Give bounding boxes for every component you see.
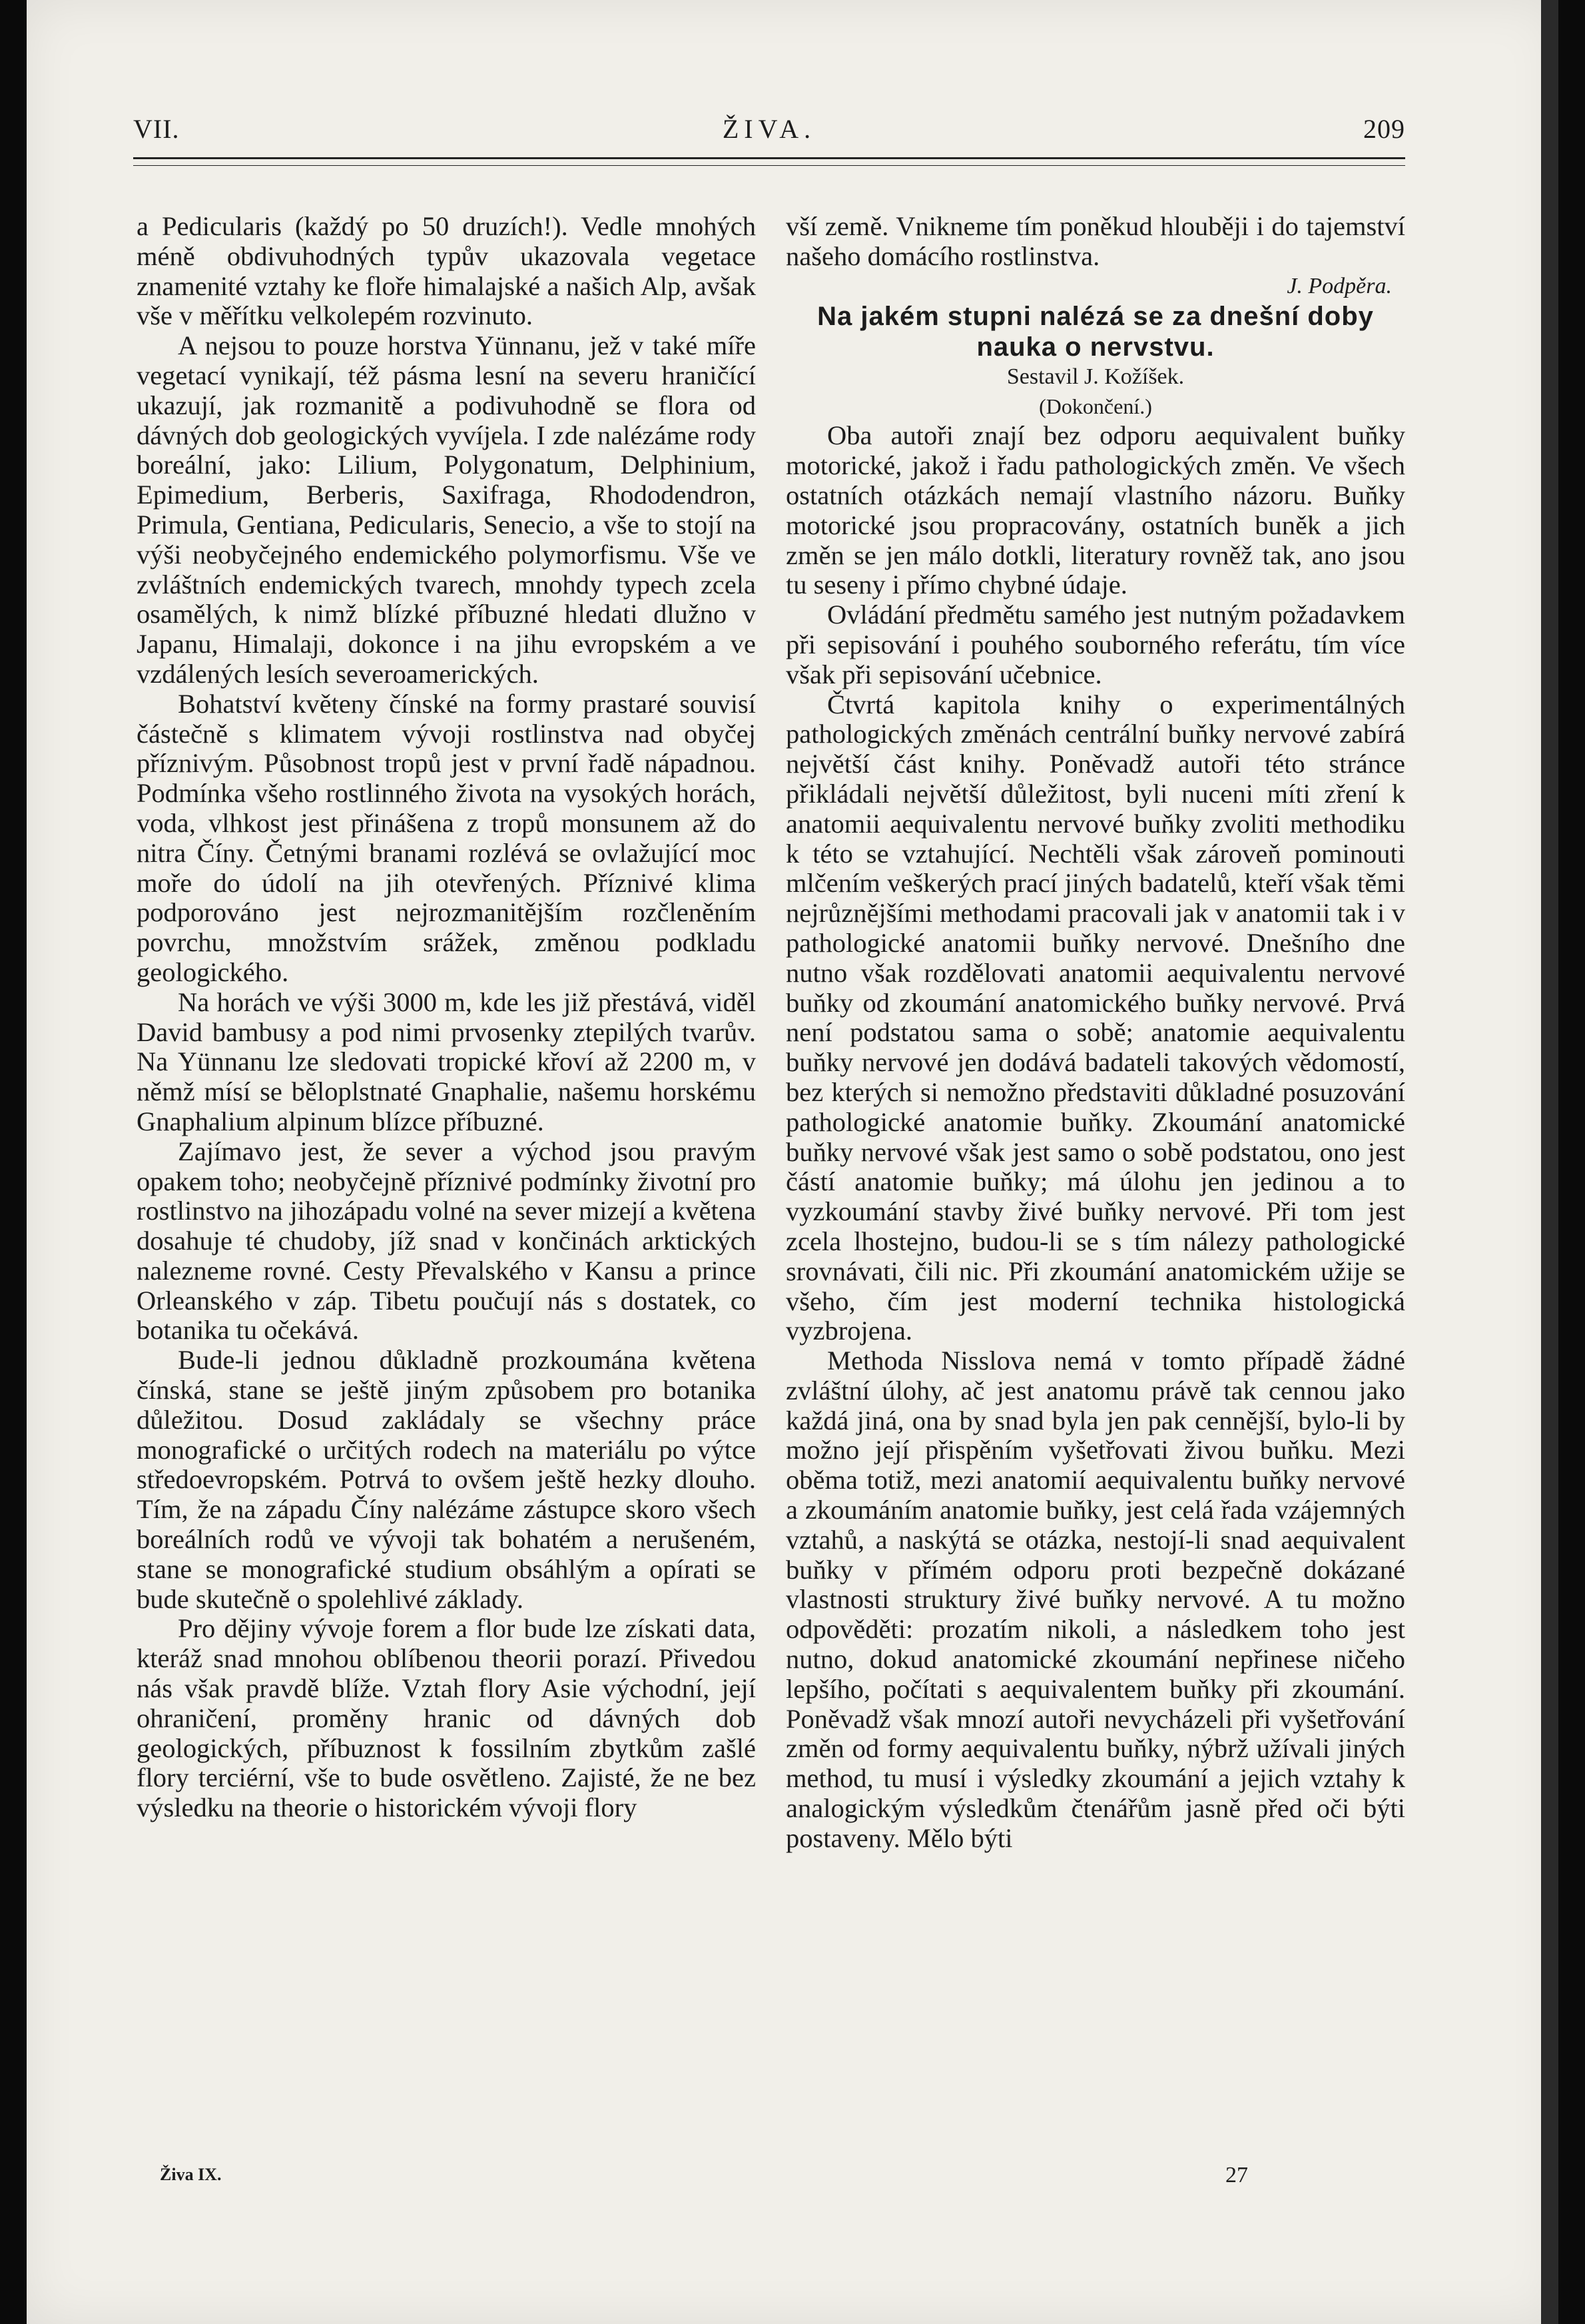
signature-mark: Živa IX. [160,2165,222,2184]
page-edge-shadow [1541,0,1558,2324]
journal-title: ŽIVA. [722,114,816,144]
volume-number: VII. [133,114,180,144]
paragraph: vší země. Vnikneme tím poněkud hlouběji i do tajemství našeho domácího rostlinstva. [786,211,1405,271]
paragraph: Ovládání předmětu samého jest nutným požadavkem při sepisování i pouhého souborného referátu, tím více však při sepisování učebnice. [786,599,1405,689]
paragraph: Oba autoři znají bez odporu aequivalent buňky motorické, jakož i řadu pathologických změn. Ve všech ostatních otázkách nemají vlastního názoru. Buňky motorické jsou propracovány, ostatních buněk a jich změn se jen málo dotkli, literatury rovněž tak, ano jsou tu seseny i přímo chybné údaje. [786,420,1405,600]
article-author: Sestavil J. Kožíšek. [1006,364,1185,390]
paragraph: Bohatství květeny čínské na formy prastaré souvisí částečně s klimatem vývoji rostlinstva nad obyčej příznivým. Působnost tropů jest v první řadě nápadnou. Podmínka všeho rostlinného života na vysokých horách, voda, vlhkost jest přinášena z tropů monsunem až do nitra Číny. Četnými branami rozlévá se ovlažující moc moře do údolí na jih otevřených. Příznivé klima podporováno jest nejrozmanitějším rozčleněním povrchu, množstvím srážek, změnou podkladu geologického. [137,688,756,987]
running-header [133,113,1405,153]
article-signature: J. Podpěra. [1287,273,1392,298]
paragraph: Bude-li jednou důkladně prozkoumána květena čínská, stane se ještě jiným způsobem pro botanika důležitou. Dosud zakládaly se všechny práce monografické o určitých rodech na materiálu po výtce středoevropském. Potrvá to ovšem ještě hezky dlouho. Tím, že na západu Číny nalézáme zástupce skoro všech boreálních rodů ve vývoji tak bohatém a nerušeném, stane se monografické studium obsáhlým a opírati se bude skutečně o spolehlivé základy. [137,1345,756,1614]
paragraph: Pro dějiny vývoje forem a flor bude lze získati data, kteráž snad mnohou oblíbenou theorii porazí. Přivedou nás však pravdě blíže. Vztah flory Asie východní, její ohraničení, proměny hranic od dávných dob geologických, příbuznost k fossilním zbytkům zašlé flory terciérní, vše to bude osvětleno. Zajisté, že ne bez výsledku na theorie o historickém vývoji flory [137,1613,756,1823]
left-column [137,212,756,1823]
paragraph: a Pedicularis (každý po 50 druzích!). Vedle mnohých méně obdivuhodných typův ukazovala vegetace znamenité vztahy ke floře himalajské a našich Alp, avšak vše v měřítku velkolepém rozvinuto. [137,211,756,331]
paragraph: A nejsou to pouze horstva Yünnanu, jež v také míře vegetací vynikají, též pásma lesní na severu hraničící ukazují, jak rozmanitě a podivuhodně se flora od dávných dob geologických vyvíjela. I zde nalézáme rody boreální, jako: Lilium, Polygonatum, Delphinium, Epimedium, Berberis, Saxifraga, Rhododendron, Primula, Gentiana, Pedicularis, Senecio, a vše to stojí na výši neobyčejného endemického polymorfismu. Vše ve zvláštních endemických tvarech, mnohdy typech zcela osamělých, k nimž blízké příbuzné hledati dlužno v Japanu, Himalaji, dokonce i na jihu evropském a ve vzdálených lesích severoamerických. [137,330,756,689]
right-column [786,212,1405,1854]
paragraph: Zajímavo jest, že sever a východ jsou pravým opakem toho; neobyčejně příznivé podmínky životní pro rostlinstvo na jihozápadu volné na sever mizejí a květena dosahuje té chudoby, jíž snad v končinách arktických nalezneme rovné. Cesty Převalského v Kansu a prince Orleanského v záp. Tibetu poučují nás s dostatek, co botanika tu očekává. [137,1136,756,1346]
sheet-number: 27 [1225,2163,1248,2187]
paragraph: Methoda Nisslova nemá v tomto případě žádné zvláštní úlohy, ač jest anatomu právě tak cennou jako každá jiná, ona by snad byla jen pak cennější, bylo-li by možno její přispěním vyšetřovati živou buňku. Mezi oběma totiž, mezi anatomií aequivalentu buňky nervové a zkoumáním anatomie buňky, jest celá řada vzájemných vztahů, a naskýtá se otázka, nestojí-li snad aequivalent buňky v přímém odporu proti bezpečně dokázané vlastnosti struktury živé buňky nervové. A tu možno odpověděti: prozatím nikoli, a následkem toho jest nutno, dokud anatomické zkoumání nepřinese ničeho lepšího, počítati s aequivalentem buňky při zkoumání. Poněvadž však mnozí autoři nevycházeli při vyšetřování změn od formy aequivalentu buňky, nýbrž užívali jiných method, tu musí i výsledky zkoumání a jejich vztahy k analogickým výsledkům čtenářům jasně před oči býti postaveny. Mělo býti [786,1346,1405,1853]
article-title: Na jakém stupni nalézá se za dnešní doby nauka o nervstvu. [817,302,1374,362]
page [27,0,1558,2324]
paragraph: Čtvrtá kapitola knihy o experimentálných pathologických změnách centrální buňky nervové zabírá největší část knihy. Poněvadž autoři této stránce přikládali největší důležitost, byli nuceni míti zření k anatomii aequivalentu nervové buňky zvoliti methodiku k této se vztahující. Nechtěli však zároveň pominouti mlčením veškerých prací jiných badatelů, kteří však těmi nejrůznějšími methodami pracovali jak v anatomii tak i v pathologické anatomii buňky nervové. Dnešního dne nutno však rozdělovati anatomii aequivalentu nervové buňky od zkoumání anatomického buňky nervové. Prvá není podstatou sama o sobě; anatomie aequivalentu buňky nervové jen dodává badateli takových vědomostí, bez kterých si nemožno představiti důkladné posuzování pathologické anatomie buňky. Zkoumání anatomické buňky nervové však jest samo o sobě podstatou, ono jest částí anatomie buňky; má úlohu jen jedinou a to vyzkoumání stavby živé buňky nervové. Při tom jest zcela lhostejno, budou-li se s tím nálezy pathologické srovnávati, čili nic. Při zkoumání anatomickém užije se všeho, čím jest moderní technika histologická vyzbrojena. [786,689,1405,1346]
header-rule-thin [133,165,1405,166]
header-rule-thick [133,157,1405,159]
paragraph: Na horách ve výši 3000 m, kde les již přestává, viděl David bambusy a pod nimi prvosenky ztepilých tvarův. Na Yünnanu lze sledovati tropické křoví až 2200 m, v němž mísí se běloplstnaté Gnaphalie, našemu horskému Gnaphalium alpinum blízce příbuzné. [137,986,756,1136]
continuation-note: (Dokončení.) [1039,394,1152,419]
page-number: 209 [1363,114,1405,144]
